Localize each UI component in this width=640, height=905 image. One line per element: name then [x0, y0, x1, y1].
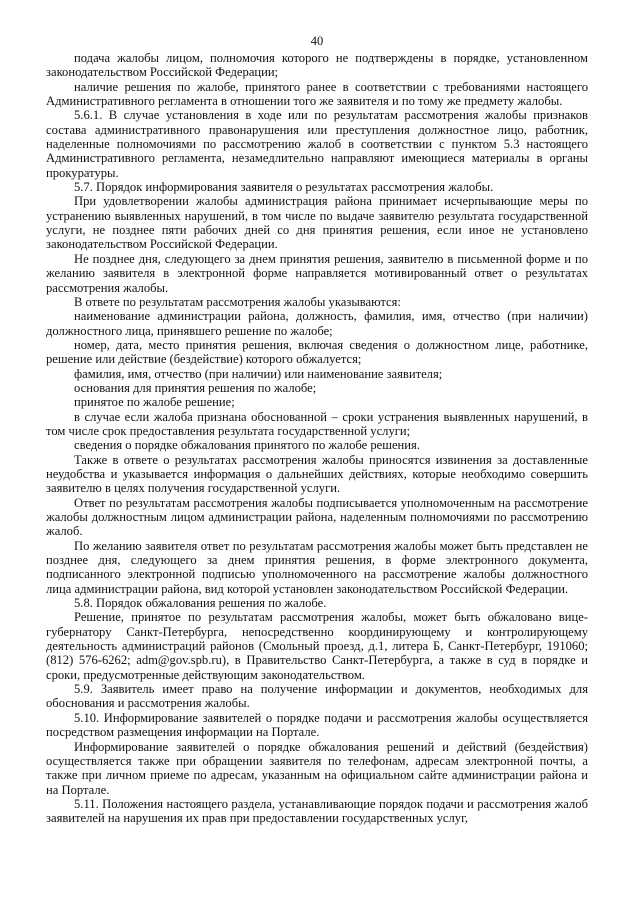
paragraph: 5.11. Положения настоящего раздела, устанавливающие порядок подачи и рассмотрения жалоб заявителей на нарушения их прав при предоставлении государственных услуг, — [46, 796, 588, 826]
list-item: фамилия, имя, отчество (при наличии) или наименование заявителя; — [74, 366, 443, 381]
list-item: основания для принятия решения по жалобе; — [74, 380, 317, 395]
paragraph: 5.6.1. В случае установления в ходе или по результатам рассмотрения жалобы признаков состава административного правонарушения или преступления должностное лицо, работник, наделенные полномочиями по рассмотрению жалоб в соответствии с пунктом 5.3 настоящего Административного регламента, незамедлительно направляют имеющиеся материалы в органы прокуратуры. — [46, 108, 588, 180]
document-body — [46, 51, 588, 826]
paragraph: подача жалобы лицом, полномочия которого не подтверждены в порядке, установленном законодательством Российской Федерации; — [46, 51, 588, 80]
paragraph: наличие решения по жалобе, принятого ранее в соответствии с требованиями настоящего Административного регламента в отношении того же заявителя и по тому же предмету жалобы. — [46, 79, 588, 109]
paragraph: Информирование заявителей о порядке обжалования решений и действий (бездействия) осуществляется также при обращении заявителя по телефонам, адресам электронной почты, а также при личном приеме по адресам, указанным на официальном сайте администрации района и на Портале. — [46, 739, 588, 797]
list-item: в случае если жалоба признана обоснованной – сроки устранения выявленных нарушений, в том числе срок предоставления результата государственной услуги; — [46, 409, 588, 438]
paragraph: По желанию заявителя ответ по результатам рассмотрения жалобы может быть представлен не позднее дня, следующего за днем принятия решения, в форме электронного документа, подписанного электронной подписью уполномоченного на рассмотрение жалобы должностного лица администрации района, вид которой установлен законодательством Российской Федерации. — [46, 538, 588, 596]
paragraph: 5.10. Информирование заявителей о порядке подачи и рассмотрения жалобы осуществляется посредством размещения информации на Портале. — [46, 710, 588, 740]
list-item: номер, дата, место принятия решения, включая сведения о должностном лице, работнике, решение или действие (бездействие) которого обжалуется; — [46, 337, 588, 367]
page-number: 40 — [310, 34, 324, 48]
paragraph: Не позднее дня, следующего за днем принятия решения, заявителю в письменной форме и по желанию заявителя в электронной форме направляется мотивированный ответ о результатах рассмотрения жалобы. — [46, 251, 588, 295]
section-heading: 5.8. Порядок обжалования решения по жалобе. — [74, 596, 327, 611]
document-page — [46, 34, 588, 826]
paragraph: Также в ответе о результатах рассмотрения жалобы приносятся извинения за доставленные неудобства и указывается информация о дальнейших действиях, которые необходимо совершить заявителю в целях получения государственной услуги. — [46, 452, 588, 496]
paragraph: При удовлетворении жалобы администрация района принимает исчерпывающие меры по устранению выявленных нарушений, в том числе по выдаче заявителю результата государственной услуги, не позднее пяти рабочих дней со дня принятия решения, если иное не установлено законодательством Российской Федерации. — [46, 194, 588, 252]
list-item: принятое по жалобе решение; — [74, 395, 235, 410]
paragraph: В ответе по результатам рассмотрения жалобы указываются: — [74, 294, 401, 309]
paragraph: Решение, принятое по результатам рассмотрения жалобы, может быть обжаловано вице-губернатору Санкт-Петербурга, непосредственно координирующему и контролирующему деятельность администраций районов (Смольный проезд, д.1, литера Б, Санкт-Петербург, 191060; (812) 576-6262; adm@gov.spb.ru), в Правительство Санкт-Петербурга, а также в суд в порядке и сроки, предусмотренные действующим законодательством. — [46, 610, 588, 682]
list-item: наименование администрации района, должность, фамилия, имя, отчество (при наличии) должностного лица, принявшего решение по жалобе; — [46, 309, 588, 338]
section-heading: 5.7. Порядок информирования заявителя о результатах рассмотрения жалобы. — [74, 180, 494, 195]
paragraph: 5.9. Заявитель имеет право на получение информации и документов, необходимых для обоснования и рассмотрения жалобы. — [46, 682, 588, 711]
paragraph: Ответ по результатам рассмотрения жалобы подписывается уполномоченным на рассмотрение жалобы должностным лицом администрации района, наделенным полномочиями по рассмотрению жалоб. — [46, 495, 588, 539]
list-item: сведения о порядке обжалования принятого по жалобе решения. — [74, 438, 420, 453]
